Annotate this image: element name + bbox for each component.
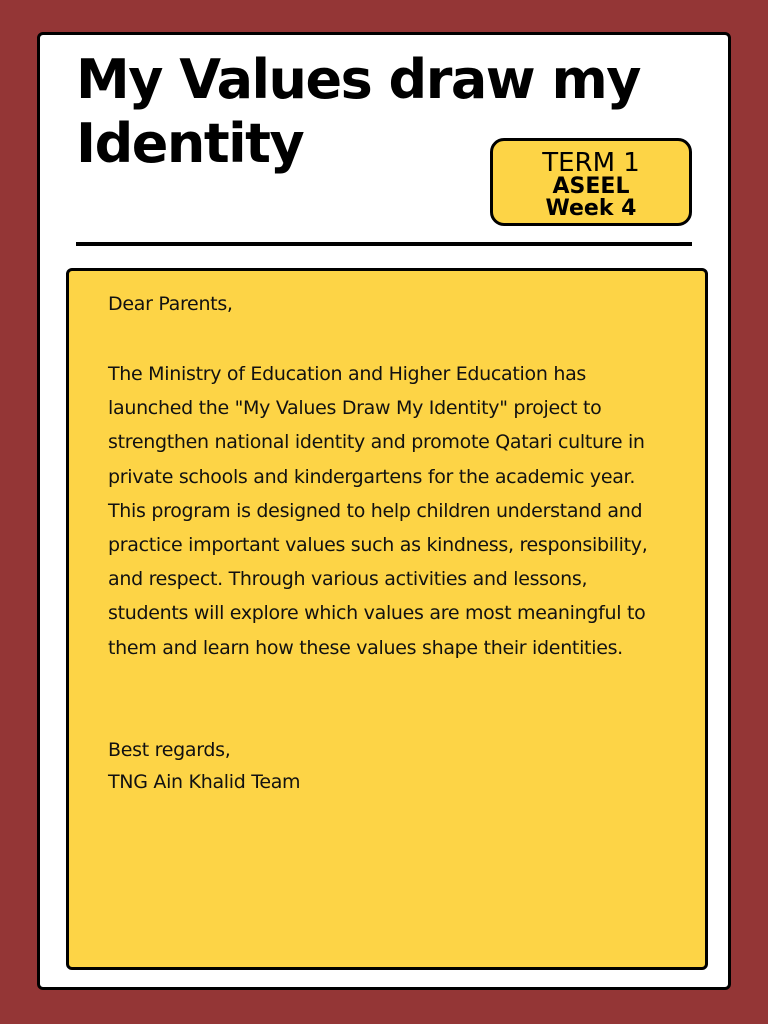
letter-signature: TNG Ain Khalid Team (108, 771, 301, 793)
page-title: My Values draw my Identity (76, 48, 640, 175)
week-label: Week 4 (545, 196, 637, 221)
student-name: ASEEL (552, 174, 630, 199)
term-badge (490, 138, 692, 226)
letter-body: The Ministry of Education and Higher Education has launched the "My Values Draw My Identity" project to strengthen national identity and promote Qatari culture in private schools and kindergartens for the academic year. This program is designed to help children understand and practice important values such as kindness, responsibility, and respect. Through various activities and lessons, students will explore which values are most meaningful to them and learn how these values shape their identities. (108, 363, 648, 659)
title-divider (76, 242, 692, 246)
letter-greeting: Dear Parents, (108, 293, 233, 315)
term-label: TERM 1 (542, 148, 640, 178)
letter-closing: Best regards, (108, 739, 231, 761)
